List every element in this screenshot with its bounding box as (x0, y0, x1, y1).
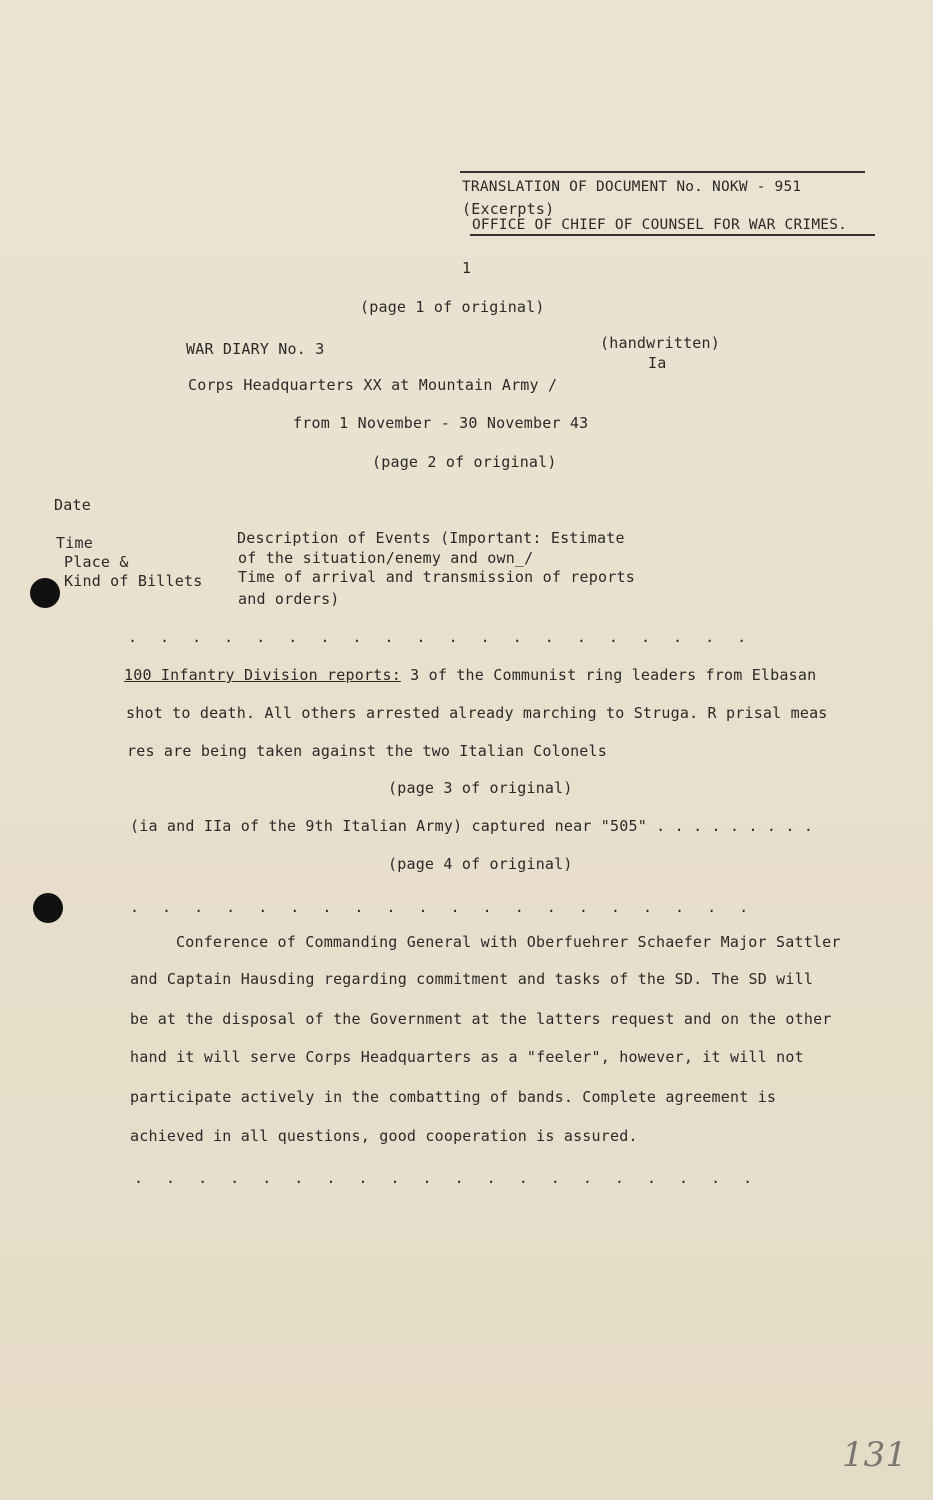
description-heading-line2: of the situation/enemy and own_/ (238, 549, 534, 567)
handwritten-page-number: 131 (842, 1435, 907, 1475)
page-3-note: (page 3 of original) (388, 779, 573, 797)
page-4-note: (page 4 of original) (388, 855, 573, 873)
translation-line: TRANSLATION OF DOCUMENT No. NOKW - 951 (462, 179, 802, 195)
time-heading: Time (56, 534, 93, 552)
entry2-line2: and Captain Hausding regarding commitment and tasks of the SD. The SD will (130, 970, 814, 988)
handwritten-label: (handwritten) (600, 334, 720, 352)
description-heading-line3: Time of arrival and transmission of reports (238, 568, 635, 586)
war-diary-title: WAR DIARY No. 3 (186, 340, 325, 358)
punch-hole-lower (33, 893, 63, 923)
page-1-note: (page 1 of original) (360, 298, 545, 316)
date-heading: Date (54, 496, 91, 514)
office-line: OFFICE OF CHIEF OF COUNSEL FOR WAR CRIMES. (472, 217, 848, 233)
entry1-line1 (124, 666, 816, 684)
ellipsis-row-2: . . . . . . . . . . . . . . . . . . . . (130, 898, 756, 916)
entry2-line1: Conference of Commanding General with Oberfuehrer Schaefer Major Sattler (176, 933, 841, 951)
excerpts-label: (Excerpts) (462, 200, 555, 218)
description-heading-line4: and orders) (238, 590, 340, 608)
entry2-line3: be at the disposal of the Government at the latters request and on the other (130, 1010, 832, 1028)
entry1-line3: res are being taken against the two Italian Colonels (127, 742, 607, 760)
sheet-number: 1 (462, 259, 472, 277)
division-reports-lead: 100 Infantry Division reports: (124, 666, 401, 684)
entry1-line4: (ia and IIa of the 9th Italian Army) captured near "505" . . . . . . . . . (130, 817, 814, 835)
entry1-line1-rest: 3 of the Communist ring leaders from Elbasan (400, 666, 817, 684)
header-top-rule (460, 171, 865, 173)
entry1-line2: shot to death. All others arrested already marching to Struga. R prisal meas (126, 704, 828, 722)
corps-line: Corps Headquarters XX at Mountain Army / (188, 376, 558, 394)
ellipsis-row-3: . . . . . . . . . . . . . . . . . . . . (134, 1169, 760, 1187)
entry2-line6: achieved in all questions, good cooperation is assured. (130, 1127, 638, 1145)
kind-of-billets-heading: Kind of Billets (64, 572, 203, 590)
place-heading: Place & (64, 553, 129, 571)
entry2-line4: hand it will serve Corps Headquarters as a "feeler", however, it will not (130, 1048, 804, 1066)
entry2-line5: participate actively in the combatting of bands. Complete agreement is (130, 1088, 777, 1106)
period-line: from 1 November - 30 November 43 (293, 414, 589, 432)
header-bottom-rule (470, 234, 875, 236)
ellipsis-row-1: . . . . . . . . . . . . . . . . . . . . (128, 628, 754, 646)
ia-label: Ia (648, 354, 667, 372)
punch-hole-upper (30, 578, 60, 608)
description-heading-line1: Description of Events (Important: Estimate (237, 529, 625, 547)
page-2-note: (page 2 of original) (372, 453, 557, 471)
